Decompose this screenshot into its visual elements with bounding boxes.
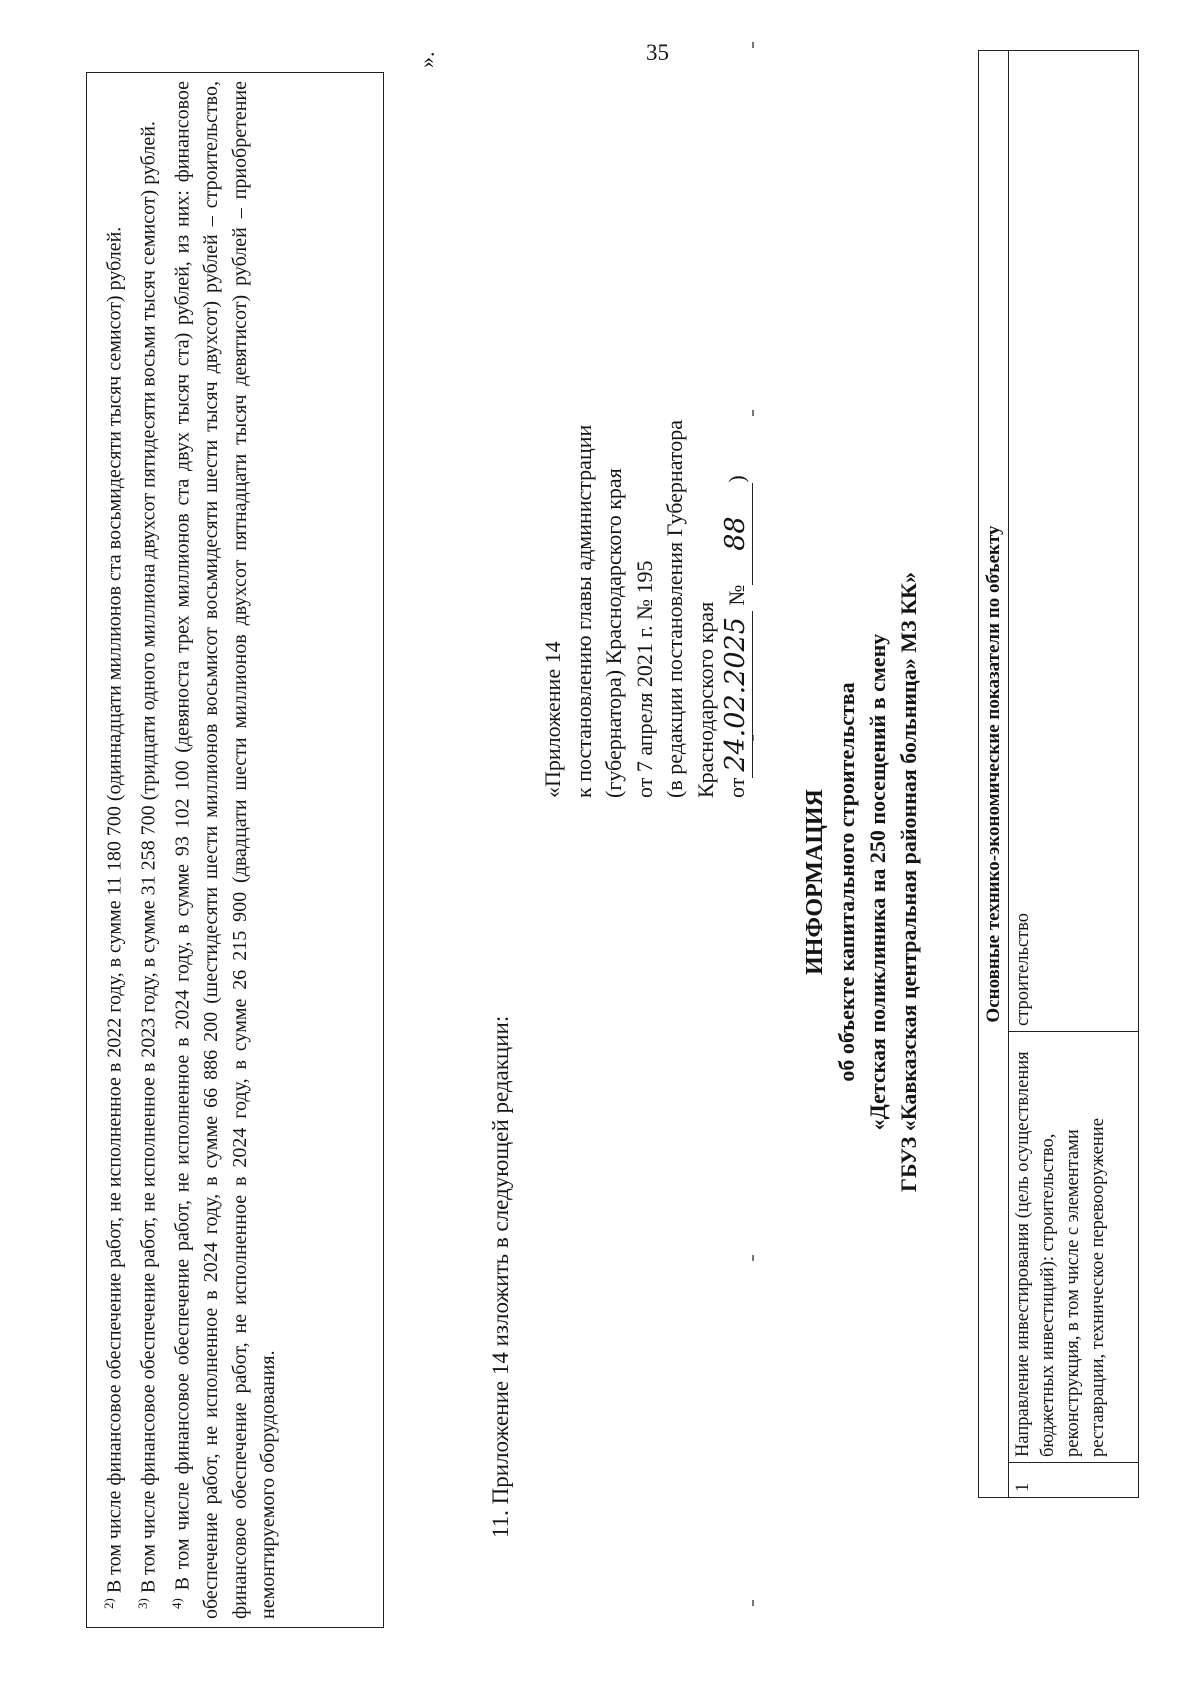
footnote-mark: 2) xyxy=(101,1598,116,1609)
page-number: 35 xyxy=(646,40,669,65)
number-label: № xyxy=(724,584,749,606)
table-row xyxy=(1009,51,1139,1498)
stamp-line: к постановлению главы администрации xyxy=(570,424,596,798)
heading-title: ИНФОРМАЦИЯ xyxy=(802,789,828,975)
footnote-2 xyxy=(95,81,129,1619)
footnote-mark: 4) xyxy=(169,1598,185,1609)
heading-line: «Детская поликлиника на 250 посещений в смену xyxy=(865,633,890,1131)
stamp-line: (губернатора) Краснодарского края xyxy=(601,468,626,798)
footnote-mark: 3) xyxy=(135,1598,151,1609)
amendment-instruction: 11. Приложение 14 изложить в следующей редакции: xyxy=(488,1015,513,1538)
stamp-line: от 7 апреля 2021 г. № 195 xyxy=(631,560,657,798)
stamp-line: «Приложение 14 xyxy=(540,641,565,798)
stamp-line: Краснодарского края xyxy=(692,601,718,798)
handwritten-date: 24.02.2025 xyxy=(721,611,753,778)
appendix-stamp xyxy=(538,78,753,798)
footnote-3 xyxy=(129,81,163,1619)
table-header: Основные технико-экономические показатели по объекту xyxy=(979,51,1009,1498)
footnote-text: В том числе финансовое обеспечение работ, не исполненное в 2023 году, в сумме 31 258 700 (тридцати одного миллиона двухсот пятидесяти восьми тысяч семисот) рублей. xyxy=(137,121,160,1594)
footnote-text: В том числе финансовое обеспечение работ, не исполненное в 2022 году, в сумме 11 180 700 (одиннадцати миллионов ста восьмидесяти тысяч семисот) рублей. xyxy=(103,226,126,1594)
handwritten-number: 88 xyxy=(721,483,753,585)
heading-line: ГБУЗ «Кавказская центральная районная больница» МЗ КК» xyxy=(896,571,921,1193)
row-value: строительство xyxy=(1009,51,1139,1032)
stamp-line: (в редакции постановления Губернатора xyxy=(662,420,687,798)
closing-quote: ». xyxy=(414,51,439,68)
footnote-text: В том числе финансовое обеспечение работ, не исполненное в 2024 году, в сумме 93 102 100 (девяноста трех миллионов ста двух тысяч ста) рублей, из них: финансовое обеспечение работ, не исполненное в 2024 году, в сумме 66 886 200 (шестидесяти шести миллионов восьмисот восьмидесяти шести тысяч двухсот) рублей – строительство, финансовое обеспечение работ, не исполненное в 2024 году, в сумме 26 215 900 (двадцати шести миллионов двухсот пятнадцати тысяч девятисот) рублей – приобретение немонтируемого оборудования. xyxy=(171,81,280,1619)
stamp-date-line xyxy=(721,78,753,798)
document-heading xyxy=(800,292,924,1472)
heading-line: об объекте капитального строительства xyxy=(834,682,859,1082)
footnotes-box xyxy=(86,72,384,1628)
indicators-table xyxy=(978,50,1139,1498)
row-number: 1 xyxy=(1009,1463,1139,1498)
footnote-4 xyxy=(163,81,283,1619)
date-prefix: от xyxy=(724,777,749,798)
row-label: Направление инвестирования (цель осуществления бюджетных инвестиций): строительство, реконструкция, в том числе с элементами реставрации, техническое перевооружение xyxy=(1009,1032,1139,1463)
close-paren: ) xyxy=(724,475,749,483)
rotated-page-content xyxy=(0,48,1200,1628)
